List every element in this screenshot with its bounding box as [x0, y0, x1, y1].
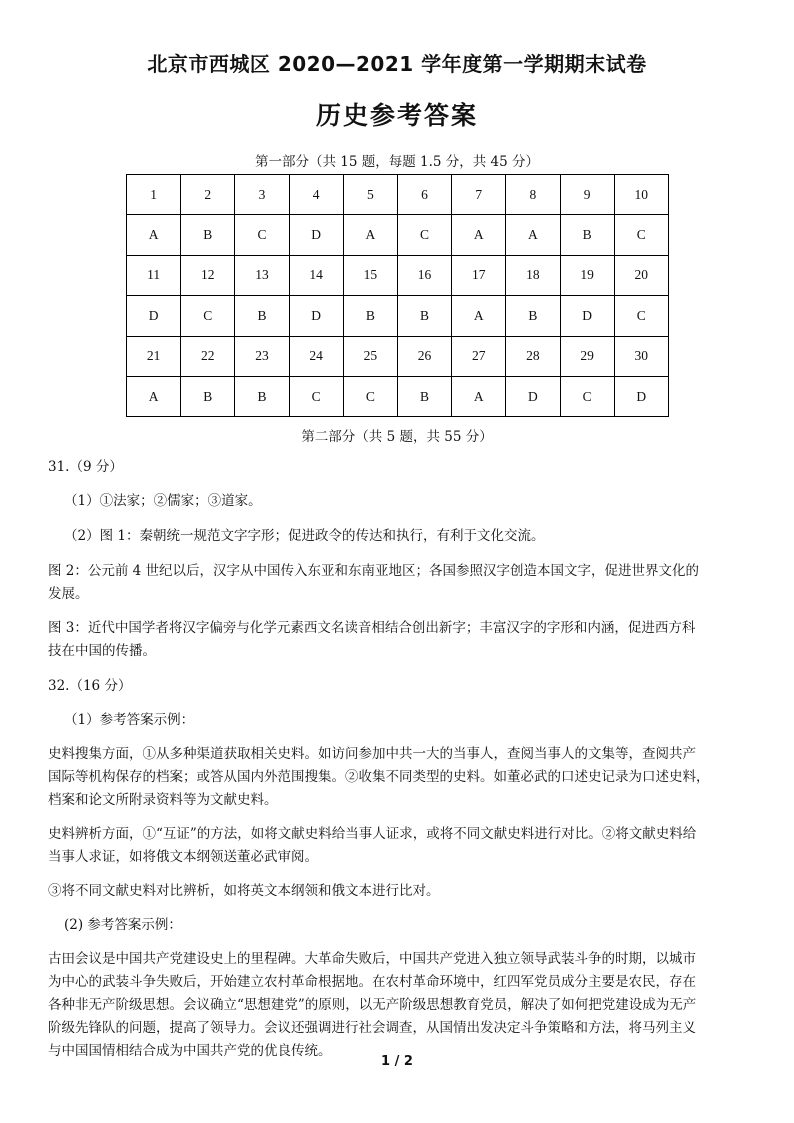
table-cell: 25	[343, 336, 397, 376]
q32-gutian-line2: 为中心的武装斗争失败后，开始建立农村革命根据地。在农村革命环境中，红四军党员成分主要是农民，存在	[48, 974, 696, 990]
table-cell: 10	[614, 175, 668, 215]
table-cell: 1	[127, 175, 181, 215]
table-cell: 6	[397, 175, 451, 215]
table-cell: 28	[506, 336, 560, 376]
q32-collect-line3: 档案和论文所附录资料等为文献史料。	[48, 792, 278, 808]
table-cell: 29	[560, 336, 614, 376]
table-cell: 20	[614, 255, 668, 295]
table-row-answers	[127, 296, 669, 336]
table-cell: C	[181, 296, 235, 336]
table-cell: 14	[289, 255, 343, 295]
q31-fig3-line2: 技在中国的传播。	[48, 643, 156, 659]
table-row-question-numbers	[127, 336, 669, 376]
table-cell: 23	[235, 336, 289, 376]
table-cell: D	[506, 376, 560, 416]
table-cell: B	[397, 296, 451, 336]
document-subtitle: 历史参考答案	[315, 101, 478, 130]
q32-gutian-line1: 古田会议是中国共产党建设史上的里程碑。大革命失败后，中国共产党进入独立领导武装斗争的时期，以城市	[48, 951, 696, 967]
q32-verify-line1: 史料辨析方面，①“互证”的方法，如将文献史料给当事人证求，或将不同文献史料进行对比。②将文献史料给	[48, 826, 697, 842]
q31-answer-1: （1）①法家；②儒家；③道家。	[64, 493, 262, 509]
table-cell: 13	[235, 255, 289, 295]
table-cell: 30	[614, 336, 668, 376]
q32-answer-2-label: (2) 参考答案示例：	[64, 917, 182, 933]
table-cell: C	[614, 296, 668, 336]
q32-collect-line1: 史料搜集方面，①从多种渠道获取相关史料。如访问参加中共一大的当事人，查阅当事人的文集等，查阅共产	[48, 746, 696, 762]
page-number: 1 / 2	[381, 1054, 413, 1069]
part2-heading: 第二部分（共 5 题，共 55 分）	[301, 429, 493, 445]
table-cell: B	[560, 215, 614, 255]
table-cell: B	[235, 376, 289, 416]
q32-gutian-line4: 阶级先锋队的问题，提高了领导力。会议还强调进行社会调查，从国情出发决定斗争策略和方法，将马列主义	[48, 1020, 696, 1036]
table-cell: B	[343, 296, 397, 336]
q31-answer-2: （2）图 1：秦朝统一规范文字字形；促进政令的传达和执行，有利于文化交流。	[64, 528, 545, 544]
table-cell: 11	[127, 255, 181, 295]
table-cell: A	[127, 215, 181, 255]
table-cell: A	[452, 376, 506, 416]
table-cell: 12	[181, 255, 235, 295]
q31-fig2-line2: 发展。	[48, 586, 89, 602]
table-cell: 26	[397, 336, 451, 376]
table-cell: C	[235, 215, 289, 255]
table-cell: 22	[181, 336, 235, 376]
q32-verify-3: ③将不同文献史料对比辨析，如将英文本纲领和俄文本进行比对。	[48, 883, 440, 899]
table-cell: B	[181, 376, 235, 416]
table-cell: B	[506, 296, 560, 336]
document-title: 北京市西城区 2020—2021 学年度第一学期期末试卷	[147, 52, 647, 76]
q31-fig3-line1: 图 3：近代中国学者将汉字偏旁与化学元素西文名读音相结合创出新字；丰富汉字的字形和内涵，促进西方科	[48, 620, 696, 636]
table-cell: 9	[560, 175, 614, 215]
q31-label: 31.（9 分）	[48, 459, 123, 475]
table-row-answers	[127, 376, 669, 416]
table-row-question-numbers	[127, 175, 669, 215]
table-cell: 5	[343, 175, 397, 215]
table-cell: A	[127, 376, 181, 416]
table-cell: B	[397, 376, 451, 416]
table-cell: A	[452, 296, 506, 336]
table-cell: C	[614, 215, 668, 255]
table-cell: A	[452, 215, 506, 255]
part1-heading: 第一部分（共 15 题，每题 1.5 分，共 45 分）	[254, 154, 540, 170]
q32-label: 32.（16 分）	[48, 678, 132, 694]
answer-table	[126, 174, 669, 417]
table-cell: A	[343, 215, 397, 255]
table-cell: C	[289, 376, 343, 416]
table-cell: 17	[452, 255, 506, 295]
table-row-answers	[127, 215, 669, 255]
table-cell: 7	[452, 175, 506, 215]
table-cell: 27	[452, 336, 506, 376]
table-cell: 18	[506, 255, 560, 295]
table-cell: D	[289, 215, 343, 255]
table-cell: 19	[560, 255, 614, 295]
table-cell: 3	[235, 175, 289, 215]
q32-gutian-line3: 各种非无产阶级思想。会议确立“思想建党”的原则，以无产阶级思想教育党员，解决了如何把党建设成为无产	[48, 997, 697, 1013]
table-cell: 15	[343, 255, 397, 295]
table-cell: B	[235, 296, 289, 336]
table-cell: C	[397, 215, 451, 255]
q32-answer-1-label: （1）参考答案示例：	[64, 712, 195, 728]
table-cell: C	[560, 376, 614, 416]
table-cell: 21	[127, 336, 181, 376]
table-cell: 2	[181, 175, 235, 215]
table-cell: D	[289, 296, 343, 336]
table-cell: C	[343, 376, 397, 416]
q31-fig2-line1: 图 2：公元前 4 世纪以后，汉字从中国传入东亚和东南亚地区；各国参照汉字创造本国文字，促进世界文化的	[48, 563, 700, 579]
table-cell: 24	[289, 336, 343, 376]
table-cell: D	[614, 376, 668, 416]
table-cell: D	[127, 296, 181, 336]
q32-gutian-line5: 与中国国情相结合成为中国共产党的优良传统。	[48, 1043, 332, 1059]
table-cell: 16	[397, 255, 451, 295]
table-cell: A	[506, 215, 560, 255]
q32-verify-line2: 当事人求证，如将俄文本纲领送董必武审阅。	[48, 849, 318, 865]
table-cell: D	[560, 296, 614, 336]
table-cell: 8	[506, 175, 560, 215]
q32-collect-line2: 国际等机构保存的档案；或答从国内外范围搜集。②收集不同类型的史料。如董必武的口述史记录为口述史料，	[48, 769, 710, 785]
table-cell: 4	[289, 175, 343, 215]
table-cell: B	[181, 215, 235, 255]
table-row-question-numbers	[127, 255, 669, 295]
